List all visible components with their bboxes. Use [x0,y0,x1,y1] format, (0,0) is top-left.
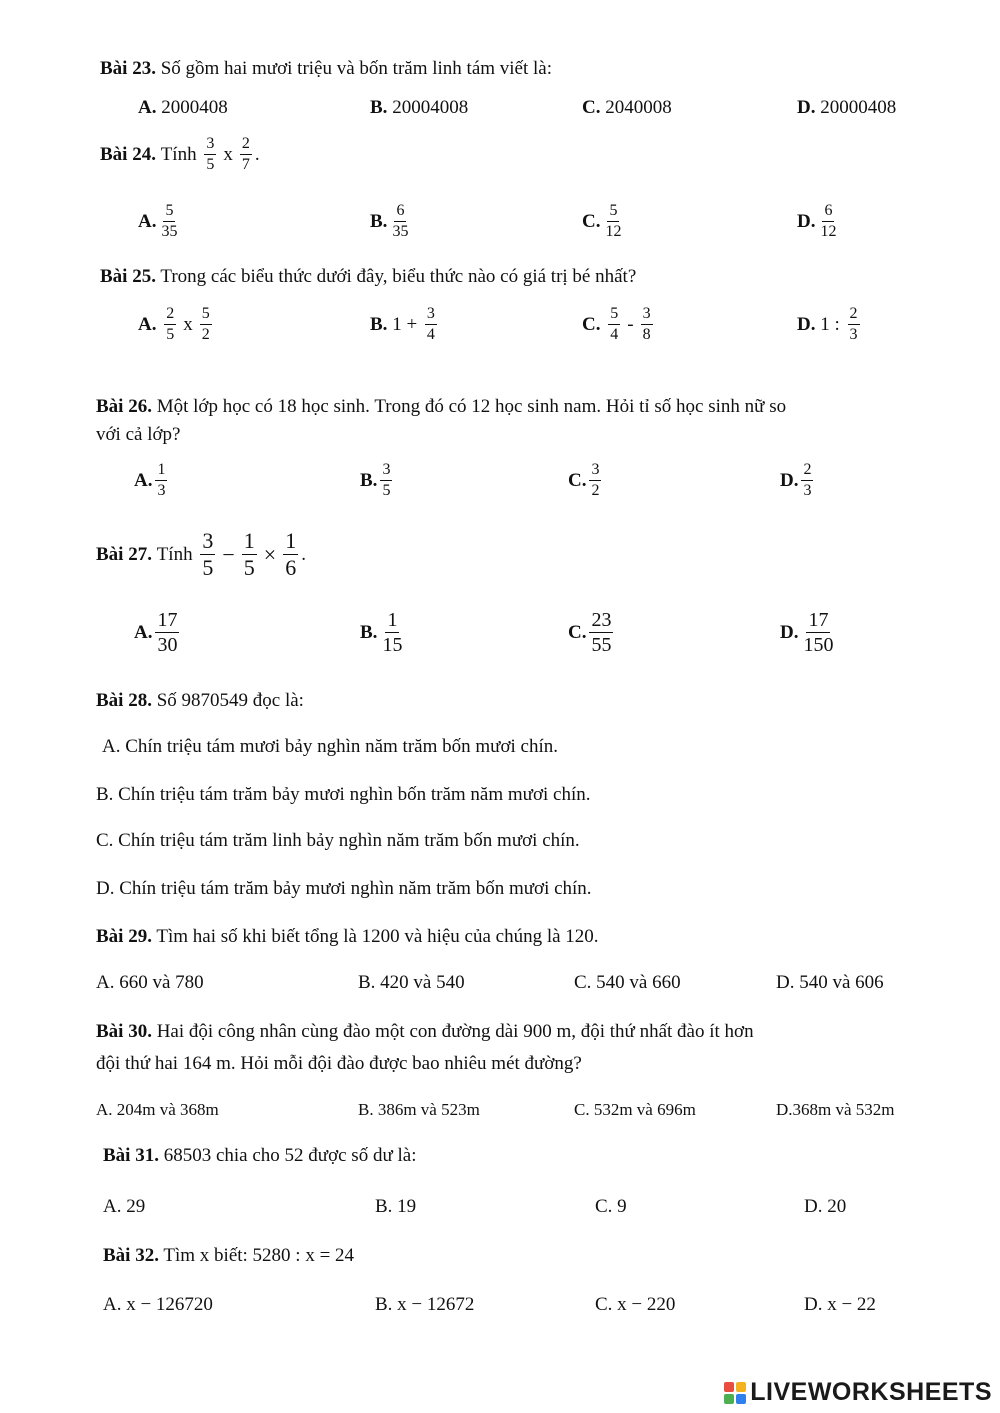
numerator: 3 [204,136,216,155]
fraction [380,462,392,499]
fraction [283,530,298,579]
option-letter: A. [134,621,153,643]
option-letter: D. [797,313,816,335]
numerator: 5 [200,306,212,325]
question-32 [103,1245,354,1267]
option-value: 2000408 [161,97,228,118]
q29-option-b[interactable]: B. 420 và 540 [358,972,465,993]
q29-option-a[interactable]: A. 660 và 780 [96,972,204,993]
option-letter: B. [370,210,388,232]
q28-option-a[interactable]: A. Chín triệu tám mươi bảy nghìn năm trăm bốn mươi chín. [102,736,558,757]
question-24 [100,136,260,173]
denominator: 2 [201,326,210,343]
numerator: 5 [607,203,619,222]
option-letter: A. [138,313,157,335]
logo-text: LIVEWORKSHEETS [750,1378,992,1406]
numerator: 3 [202,528,214,553]
q23-option-d[interactable] [797,97,896,119]
numerator: 1 [243,528,255,553]
question-text: Tính [160,143,197,165]
denominator: 30 [157,634,178,656]
option-value: 2040008 [605,97,672,118]
q28-option-b[interactable]: B. Chín triệu tám trăm bảy mươi nghìn bốn trăm năm mươi chín. [96,784,591,805]
question-25 [100,266,636,288]
numerator: 5 [608,306,620,325]
denominator: 35 [392,223,409,240]
numerator: 3 [641,306,653,325]
denominator: 5 [206,156,215,173]
logo-square-icon [736,1382,746,1392]
fraction [240,136,252,173]
numerator: 23 [591,609,612,631]
denominator: 35 [161,223,178,240]
option-value: 20004008 [392,97,469,118]
option-letter: C. [582,210,601,232]
question-26-continued [96,424,180,446]
denominator: 12 [605,223,622,240]
numerator: 2 [801,462,813,481]
question-text: Số 9870549 đọc là: [156,690,304,711]
operator: x [183,313,193,335]
question-label: Bài 24. [100,143,156,165]
fraction [200,306,212,343]
expression-prefix: 1 : [820,313,840,335]
option-letter: A. [138,97,157,118]
option-letter: C. [582,313,601,335]
q30-option-d[interactable]: D.368m và 532m [776,1100,895,1119]
denominator: 55 [591,634,612,656]
fraction [200,530,215,579]
question-text: Trong các biểu thức dưới đây, biểu thức nào có giá trị bé nhất? [160,266,637,287]
option-letter: D. [797,97,816,118]
q32-option-b[interactable]: B. x − 12672 [375,1294,475,1315]
denominator: 7 [241,156,250,173]
option-value: 20000408 [820,97,897,118]
question-text: với cả lớp? [96,424,181,445]
fraction [380,610,404,655]
q26-option-b[interactable] [360,462,395,499]
q30-option-b[interactable]: B. 386m và 523m [358,1100,480,1119]
liveworksheets-logo [724,1378,992,1407]
question-label: Bài 27. [96,543,152,565]
option-letter: A. [134,469,153,491]
question-label: Bài 30. [96,1021,152,1042]
expression-prefix: 1 + [392,313,418,335]
fraction [608,306,620,343]
q27-option-d[interactable] [780,610,838,655]
q30-option-c[interactable]: C. 532m và 696m [574,1100,696,1119]
fraction [641,306,653,343]
q29-option-c[interactable]: C. 540 và 660 [574,972,681,993]
question-23 [100,58,552,80]
denominator: 5 [243,555,255,580]
fraction [155,462,167,499]
logo-square-icon [736,1394,746,1404]
q24-option-b[interactable] [370,203,413,240]
q25-option-d[interactable] [797,306,863,343]
numerator: 5 [163,203,175,222]
q32-option-a[interactable]: A. x − 126720 [103,1294,213,1315]
numerator: 2 [848,306,860,325]
q23-option-a[interactable] [138,97,228,119]
question-28 [96,690,304,712]
q23-option-b[interactable] [370,97,468,119]
q27-option-c[interactable] [568,610,616,655]
question-31 [103,1145,417,1167]
numerator: 3 [425,306,437,325]
option-letter: D. [780,621,799,643]
fraction [390,203,410,240]
option-letter: C. [568,621,587,643]
operator: x [223,143,233,165]
option-letter: B. [360,469,378,491]
q24-option-d[interactable] [797,203,841,240]
fraction [159,203,179,240]
fraction [801,610,835,655]
numerator: 1 [285,528,297,553]
question-label: Bài 32. [103,1245,159,1266]
denominator: 15 [382,634,403,656]
option-letter: D. [797,210,816,232]
denominator: 8 [642,326,651,343]
fraction [589,610,613,655]
question-text: Tìm hai số khi biết tổng là 1200 và hiệu của chúng là 120. [156,926,599,947]
q27-option-b[interactable] [360,610,407,655]
numerator: 6 [394,203,406,222]
question-label: Bài 26. [96,396,152,417]
denominator: 3 [157,482,166,499]
q25-option-c[interactable] [582,306,656,343]
question-label: Bài 25. [100,266,156,287]
fraction [589,462,601,499]
fraction [242,530,257,579]
question-label: Bài 28. [96,690,152,711]
denominator: 5 [202,555,214,580]
fraction [818,203,838,240]
numerator: 2 [240,136,252,155]
q25-option-a[interactable] [138,306,215,343]
denominator: 3 [803,482,812,499]
fraction [801,462,813,499]
option-letter: B. [370,97,388,118]
numerator: 17 [157,609,178,631]
denominator: 5 [382,482,391,499]
question-text: Hai đội công nhân cùng đào một con đường dài 900 m, đội thứ nhất đào ít hơn [156,1021,754,1042]
fraction [155,610,179,655]
q29-option-d[interactable]: D. 540 và 606 [776,972,884,993]
q31-option-a[interactable]: A. 29 [103,1196,146,1217]
q26-option-a[interactable] [134,462,170,499]
punctuation: . [254,143,260,165]
denominator: 3 [849,326,858,343]
q27-option-a[interactable] [134,610,182,655]
denominator: 150 [803,634,834,656]
option-letter: B. [360,621,378,643]
question-label: Bài 29. [96,926,152,947]
question-30 [96,1021,754,1043]
q31-option-b[interactable]: B. 19 [375,1196,417,1217]
denominator: 4 [610,326,619,343]
q24-option-a[interactable] [138,203,182,240]
denominator: 5 [166,326,175,343]
numerator: 3 [380,462,392,481]
denominator: 6 [285,555,297,580]
question-label: Bài 23. [100,58,156,79]
liveworksheets-logo-icon [724,1382,746,1404]
q26-option-c[interactable] [568,462,604,499]
q28-option-d[interactable]: D. Chín triệu tám trăm bảy mươi nghìn năm trăm bốn mươi chín. [96,878,592,899]
fraction [164,306,176,343]
punctuation: . [301,543,306,565]
q23-option-c[interactable] [582,97,672,119]
q25-option-b[interactable] [370,306,440,343]
option-letter: B. [370,313,388,335]
question-label: Bài 31. [103,1145,159,1166]
option-letter: A. [138,210,157,232]
fraction [848,306,860,343]
question-text: 68503 chia cho 52 được số dư là: [163,1145,417,1166]
fraction [603,203,623,240]
operator: - [627,313,634,335]
option-letter: D. [780,469,799,491]
question-text: Số gồm hai mươi triệu và bốn trăm linh tám viết là: [160,58,553,79]
q28-option-c[interactable]: C. Chín triệu tám trăm linh bảy nghìn năm trăm bốn mươi chín. [96,830,580,851]
q26-option-d[interactable] [780,462,816,499]
question-26 [96,396,786,418]
question-text: Một lớp học có 18 học sinh. Trong đó có 12 học sinh nam. Hỏi tỉ số học sinh nữ so [156,396,787,417]
option-letter: C. [568,469,587,491]
q32-option-c[interactable]: C. x − 220 [595,1294,676,1315]
denominator: 2 [591,482,600,499]
numerator: 17 [808,609,829,631]
question-27 [96,530,306,579]
denominator: 4 [426,326,435,343]
numerator: 1 [387,609,398,631]
numerator: 2 [164,306,176,325]
question-30-continued [96,1053,582,1075]
question-29 [96,926,599,948]
logo-square-icon [724,1394,734,1404]
numerator: 6 [822,203,834,222]
q31-option-c[interactable]: C. 9 [595,1196,627,1217]
q32-option-d[interactable]: D. x − 22 [804,1294,876,1315]
fraction [204,136,216,173]
question-text: Tính [156,543,193,565]
q30-option-a[interactable]: A. 204m và 368m [96,1100,219,1119]
operator: × [263,541,277,567]
numerator: 1 [155,462,167,481]
q24-option-c[interactable] [582,203,626,240]
operator: − [222,541,235,567]
question-text: Tìm x biết: 5280 : x = 24 [163,1245,355,1266]
q31-option-d[interactable]: D. 20 [804,1196,847,1217]
option-letter: C. [582,97,601,118]
question-text: đội thứ hai 164 m. Hỏi mỗi đội đào được bao nhiêu mét đường? [96,1053,582,1074]
logo-square-icon [724,1382,734,1392]
denominator: 12 [820,223,837,240]
numerator: 3 [589,462,601,481]
fraction [425,306,437,343]
